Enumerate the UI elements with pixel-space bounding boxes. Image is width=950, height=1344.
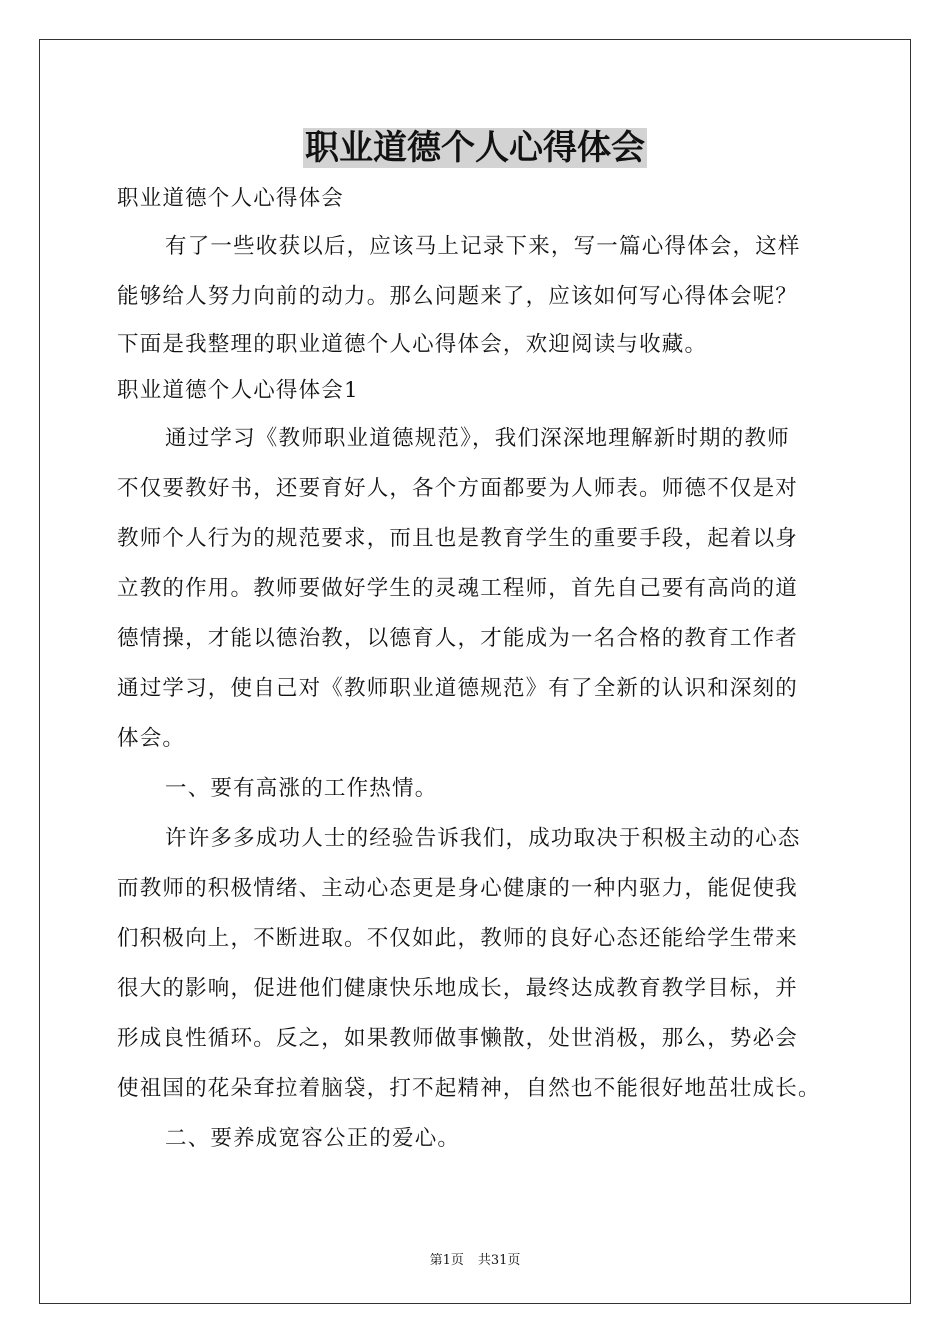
document-title-text: 职业道德个人心得体会 <box>305 128 645 168</box>
paragraph-line: 德情操，才能以德治教，以德育人，才能成为一名合格的教育工作者 <box>117 626 799 651</box>
intro-line: 能够给人努力向前的动力。那么问题来了，应该如何写心得体会呢？ <box>117 284 799 309</box>
page-footer <box>0 1249 950 1268</box>
document-subtitle: 职业道德个人心得体会 <box>117 186 345 211</box>
intro-line: 有了一些收获以后，应该马上记录下来，写一篇心得体会，这样 <box>165 234 801 259</box>
paragraph-line: 许许多多成功人士的经验告诉我们，成功取决于积极主动的心态 <box>165 826 801 851</box>
paragraph-line: 通过学习《教师职业道德规范》，我们深深地理解新时期的教师 <box>165 426 790 451</box>
point-heading: 二、要养成宽容公正的爱心。 <box>165 1126 461 1151</box>
paragraph-line: 们积极向上，不断进取。不仅如此，教师的良好心态还能给学生带来 <box>117 926 799 951</box>
intro-line: 下面是我整理的职业道德个人心得体会，欢迎阅读与收藏。 <box>117 332 708 357</box>
document-body <box>117 176 835 1164</box>
page-number: 第1页 <box>429 1253 464 1268</box>
point-heading: 一、要有高涨的工作热情。 <box>165 776 438 801</box>
paragraph-line: 使祖国的花朵耷拉着脑袋，打不起精神，自然也不能很好地茁壮成长。 <box>117 1076 821 1101</box>
paragraph-line: 立教的作用。教师要做好学生的灵魂工程师，首先自己要有高尚的道 <box>117 576 799 601</box>
paragraph-line: 通过学习，使自己对《教师职业道德规范》有了全新的认识和深刻的 <box>117 676 799 701</box>
paragraph-line: 体会。 <box>117 726 186 751</box>
page-total: 共31页 <box>477 1253 521 1268</box>
section-heading: 职业道德个人心得体会1 <box>117 378 359 403</box>
paragraph-line: 而教师的积极情绪、主动心态更是身心健康的一种内驱力，能促使我 <box>117 876 799 901</box>
paragraph-line: 不仅要教好书，还要育好人，各个方面都要为人师表。师德不仅是对 <box>117 476 799 501</box>
document-title <box>0 125 950 171</box>
paragraph-line: 教师个人行为的规范要求，而且也是教育学生的重要手段，起着以身 <box>117 526 799 551</box>
paragraph-line: 形成良性循环。反之，如果教师做事懒散，处世消极，那么，势必会 <box>117 1026 799 1051</box>
paragraph-line: 很大的影响，促进他们健康快乐地成长，最终达成教育教学目标，并 <box>117 976 799 1001</box>
